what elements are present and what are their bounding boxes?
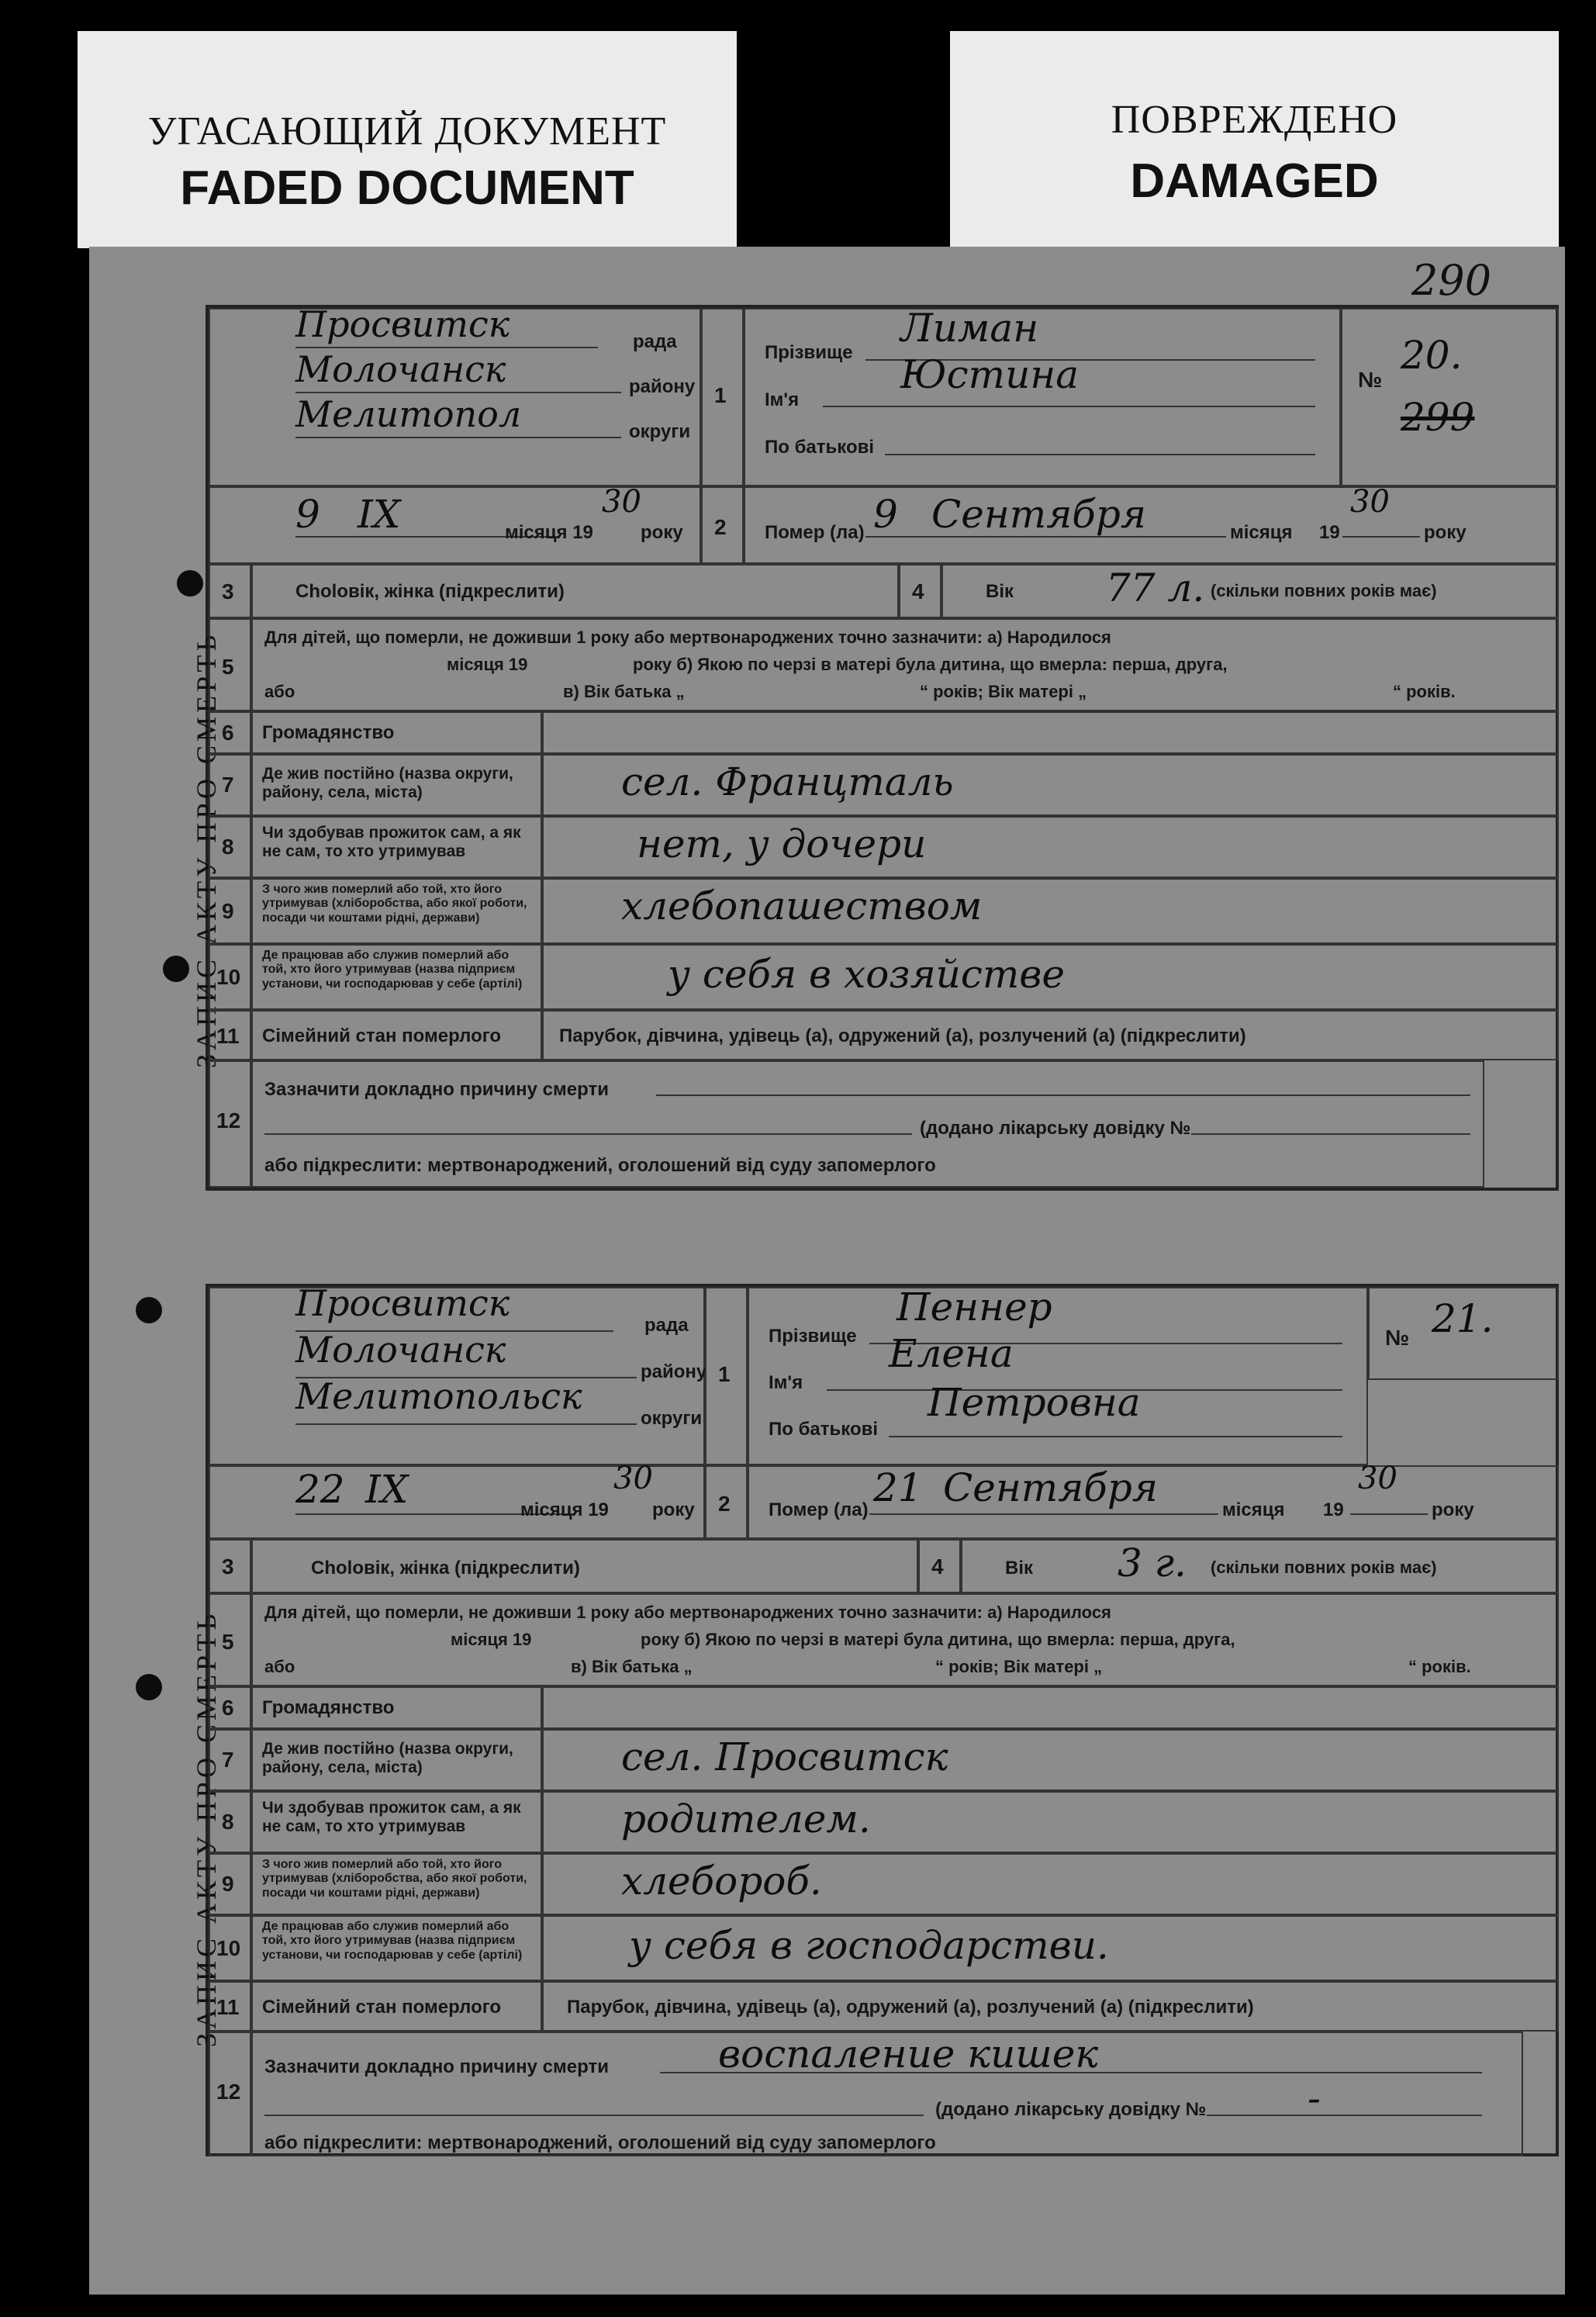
workplace-label: Де працював або служив померлий або той, хто його утримував (назва підприєм установи, чи господарював у себе (артілі) [262, 1920, 523, 1962]
rayon-value: Молочанск [295, 348, 506, 390]
children-line-2b: року б) Якою по черзі в матері була дитина, що вмерла: перша, друга, [641, 1630, 1235, 1649]
name-label: Ім'я [769, 1372, 803, 1393]
rada-label: рада [633, 331, 677, 352]
record-number: 20. [1401, 333, 1463, 378]
form-title: ЗАПИС АКТУ ПРО СМЕРТЬ [191, 631, 222, 1068]
children-line-3d: “ років. [1408, 1657, 1471, 1676]
marital-label: Сімейний стан померлого [262, 1025, 502, 1046]
reg-year-label: року [641, 522, 683, 543]
children-line-3b: в) Вік батька „ [571, 1657, 693, 1676]
row-number: 10 [216, 1936, 241, 1960]
damaged-label-en: DAMAGED [1130, 154, 1379, 208]
support-value: нет, у дочери [637, 821, 927, 866]
death-19-label: 19 [1323, 1499, 1344, 1520]
reg-month-label: місяця 19 [520, 1499, 609, 1520]
children-line-1: Для дітей, що померли, не доживши 1 року або мертвонароджених точно зазначити: а) Народилося [264, 1603, 1111, 1622]
sex-cell [251, 1539, 918, 1593]
workplace-value: у себя в господарстви. [629, 1923, 1109, 1968]
row-number: 5 [222, 655, 234, 679]
row-number: 6 [222, 721, 234, 745]
age-value: 3 г. [1118, 1541, 1187, 1586]
children-info-cell [251, 618, 1559, 711]
record-number-cell [1341, 308, 1559, 486]
support-label: Чи здобував прожиток сам, а як не сам, то хто утримував [262, 824, 521, 861]
row-number: 12 [216, 2080, 241, 2104]
death-label: Помер (ла) [765, 522, 865, 543]
row-number: 10 [216, 965, 241, 989]
stillborn-label: або підкреслити: мертвонароджений, оголошений від суду запомерлого [264, 1155, 936, 1176]
number-label: № [1385, 1326, 1410, 1350]
citizenship-value-cell [542, 1686, 1559, 1729]
reg-month: IX [365, 1467, 409, 1512]
row-number: 12 [216, 1108, 241, 1133]
rayon-value: Молочанск [295, 1329, 506, 1371]
record-number-cell [1368, 1287, 1559, 1380]
faded-document-label [78, 31, 737, 248]
row-number: 3 [222, 1554, 234, 1579]
row-number: 2 [714, 515, 727, 539]
death-label: Помер (ла) [769, 1499, 869, 1520]
death-day: 9 [873, 492, 898, 537]
faded-label-ru: УГАСАЮЩИЙ ДОКУМЕНТ [147, 109, 667, 154]
certificate-label: (додано лікарську довідку № [935, 2099, 1207, 2120]
citizenship-label: Громадянство [262, 1697, 395, 1718]
age-suffix: (скільки повних років має) [1211, 1558, 1437, 1577]
death-record-form-2 [191, 1282, 1559, 2156]
citizenship-label: Громадянство [262, 722, 395, 743]
row-number: 8 [222, 1810, 234, 1834]
death-year: 30 [1350, 484, 1390, 520]
surname-value: Лиман [900, 306, 1039, 351]
children-line-3a: або [264, 1657, 295, 1676]
sex-label: Cholовік, жінка (підкреслити) [295, 581, 565, 602]
workplace-value: у себя в хозяйстве [668, 952, 1065, 997]
death-month: Сентября [931, 492, 1146, 537]
death-record-form-1 [191, 303, 1559, 1191]
children-line-3d: “ років. [1393, 682, 1456, 701]
children-line-2b: року б) Якою по черзі в матері була дитина, що вмерла: перша, друга, [633, 655, 1228, 674]
reg-month-label: місяця 19 [505, 522, 593, 543]
certificate-value: - [1308, 2076, 1321, 2121]
marital-options: Парубок, дівчина, удівець (а), одружений (а), розлучений (а) (підкреслити) [559, 1025, 1246, 1046]
children-line-3a: або [264, 682, 295, 701]
death-year-label: року [1424, 522, 1466, 543]
death-date-cell [748, 1461, 1559, 1539]
death-month: Сентября [943, 1465, 1158, 1510]
children-line-2: місяця 19 [451, 1630, 532, 1649]
cause-of-death-cell [251, 1060, 1484, 1188]
livelihood-label: З чого жив померлий або той, хто його утримував (хліборобства, або якої роботи, посади чи коштами рідні, держави) [262, 883, 527, 925]
binder-hole [136, 1297, 162, 1323]
reg-year: 30 [613, 1461, 653, 1496]
row-number: 1 [714, 383, 727, 407]
row-number: 9 [222, 1872, 234, 1896]
patronymic-label: По батькові [765, 437, 875, 458]
row-number: 5 [222, 1630, 234, 1654]
row-number: 7 [222, 773, 234, 797]
sex-label: Cholовік, жінка (підкреслити) [311, 1558, 580, 1579]
livelihood-value: хлебороб. [621, 1859, 822, 1904]
row-number: 11 [216, 1024, 240, 1048]
rada-value: Просвитск [295, 303, 510, 345]
row-number: 2 [718, 1492, 731, 1516]
surname-value: Пеннер [896, 1285, 1052, 1330]
citizenship-value-cell [542, 711, 1559, 754]
age-cell [941, 564, 1559, 618]
age-label: Вік [1005, 1558, 1034, 1579]
row-number: 7 [222, 1748, 234, 1772]
death-year: 30 [1358, 1461, 1397, 1496]
age-label: Вік [986, 581, 1014, 602]
workplace-label: Де працював або служив померлий або той, хто його утримував (назва підприєм установи, чи господарював у себе (артілі) [262, 949, 523, 991]
reg-year: 30 [602, 484, 641, 520]
children-line-2: місяця 19 [447, 655, 528, 674]
binder-hole [163, 956, 189, 982]
support-label: Чи здобував прожиток сам, а як не сам, то хто утримував [262, 1799, 521, 1836]
surname-label: Прізвище [765, 342, 853, 363]
children-line-3b: в) Вік батька „ [563, 682, 685, 701]
damaged-label-ru: ПОВРЕЖДЕНО [1111, 98, 1398, 142]
age-cell [961, 1539, 1559, 1593]
residence-value: сел. Просвитск [621, 1734, 948, 1779]
name-value: Юстина [900, 352, 1080, 397]
okrug-value: Мелитопольск [295, 1375, 582, 1417]
row-number: 3 [222, 579, 234, 603]
row-number: 8 [222, 835, 234, 859]
rayon-label: району [629, 376, 696, 397]
rada-label: рада [644, 1315, 689, 1336]
reg-year-label: року [652, 1499, 695, 1520]
reg-day: 9 [295, 492, 320, 537]
binder-hole [136, 1674, 162, 1700]
death-19-label: 19 [1319, 522, 1340, 543]
row-number: 1 [718, 1362, 731, 1386]
children-info-cell [251, 1593, 1559, 1686]
patronymic-label: По батькові [769, 1419, 879, 1440]
sex-cell [251, 564, 899, 618]
surname-label: Прізвище [769, 1326, 857, 1347]
support-value: родителем. [621, 1797, 871, 1841]
registry-date-cell [209, 486, 701, 564]
death-date-cell [744, 486, 1559, 564]
children-line-3c: “ років; Вік матері „ [920, 682, 1087, 701]
stillborn-label: або підкреслити: мертвонароджений, оголошений від суду запомерлого [264, 2132, 936, 2153]
marital-label: Сімейний стан померлого [262, 1997, 502, 2018]
cause-label: Зазначити докладно причину смерти [264, 1079, 609, 1100]
binder-hole [177, 570, 203, 597]
row-number: 9 [222, 899, 234, 923]
reg-day: 22 [295, 1467, 345, 1512]
death-month-label: місяця [1230, 522, 1293, 543]
death-year-label: року [1432, 1499, 1474, 1520]
marital-options: Парубок, дівчина, удівець (а), одружений (а), розлучений (а) (підкреслити) [567, 1997, 1254, 2018]
registry-place-cell [209, 303, 701, 486]
row-number: 4 [912, 579, 924, 603]
cause-of-death-cell [251, 2032, 1523, 2156]
form-title: ЗАПИС АКТУ ПРО СМЕРТЬ [191, 1610, 222, 2047]
age-value: 77 л. [1106, 565, 1205, 610]
death-month-label: місяця [1222, 1499, 1285, 1520]
row-number: 4 [931, 1554, 944, 1579]
person-name-cell [748, 1287, 1368, 1465]
row-number: 6 [222, 1696, 234, 1720]
certificate-label: (додано лікарську довідку № [920, 1118, 1191, 1139]
rayon-label: району [641, 1361, 707, 1382]
residence-label: Де жив постійно (назва округи, району, села, міста) [262, 765, 513, 802]
page-number: 290 [1411, 256, 1492, 305]
number-label: № [1358, 368, 1383, 392]
okrug-label: округи [629, 421, 691, 442]
cause-label: Зазначити докладно причину смерти [264, 2056, 609, 2077]
death-day: 21 [873, 1465, 923, 1510]
residence-label: Де жив постійно (назва округи, району, села, міста) [262, 1740, 513, 1777]
cause-value: воспаление кишек [718, 2032, 1099, 2077]
rada-value: Просвитск [295, 1282, 510, 1324]
children-line-1: Для дітей, що померли, не доживши 1 року або мертвонароджених точно зазначити: а) Народилося [264, 628, 1111, 647]
livelihood-label: З чого жив померлий або той, хто його утримував (хліборобства, або якої роботи, посади чи коштами рідні, держави) [262, 1858, 527, 1900]
registry-date-cell [209, 1461, 705, 1539]
record-number-old: 299 [1401, 395, 1475, 440]
row-number: 11 [216, 1995, 240, 2019]
registry-place-cell [209, 1282, 707, 1465]
record-number: 21. [1432, 1296, 1494, 1341]
name-label: Ім'я [765, 389, 800, 410]
name-value: Елена [889, 1331, 1014, 1376]
patronymic-value: Петровна [928, 1380, 1141, 1425]
okrug-value: Мелитопол [295, 393, 522, 435]
reg-month: IX [358, 492, 401, 537]
okrug-label: округи [641, 1408, 703, 1429]
residence-value: сел. Францталь [621, 759, 954, 804]
faded-label-en: FADED DOCUMENT [180, 161, 634, 215]
damaged-label [950, 31, 1559, 248]
livelihood-value: хлебопашеством [621, 884, 983, 929]
person-name-cell [744, 308, 1341, 486]
children-line-3c: “ років; Вік матері „ [935, 1657, 1103, 1676]
age-suffix: (скільки повних років має) [1211, 581, 1437, 600]
